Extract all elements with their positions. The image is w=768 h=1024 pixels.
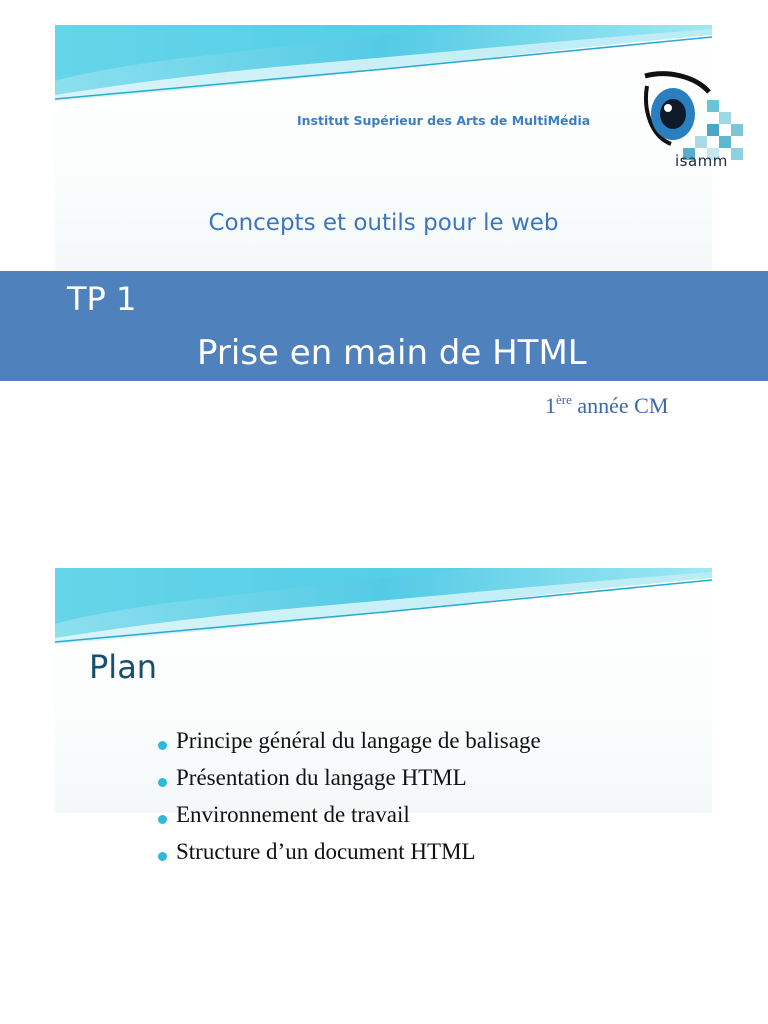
course-subtitle: Concepts et outils pour le web: [208, 210, 559, 236]
list-item-label: Présentation du langage HTML: [176, 765, 467, 790]
plan-title: Plan: [89, 648, 158, 686]
tp-label: TP 1: [67, 280, 137, 318]
bullet-icon: [158, 815, 167, 824]
list-item-label: Principe général du langage de balisage: [176, 728, 541, 753]
year-rest: année CM: [571, 393, 669, 418]
tp-title: Prise en main de HTML: [197, 333, 587, 373]
logo-text: isamm: [675, 152, 728, 170]
wave-decoration: [55, 25, 712, 125]
bullet-icon: [158, 741, 167, 750]
list-item-label: Structure d’un document HTML: [176, 839, 476, 864]
title-slide: [55, 25, 728, 270]
bullet-icon: [158, 852, 167, 861]
year-label: [545, 392, 668, 419]
year-superscript: ère: [556, 392, 572, 407]
institute-name: Institut Supérieur des Arts de MultiMédia: [297, 113, 591, 128]
list-item-label: Environnement de travail: [176, 802, 410, 827]
bullet-icon: [158, 778, 167, 787]
year-number: 1: [545, 393, 556, 418]
